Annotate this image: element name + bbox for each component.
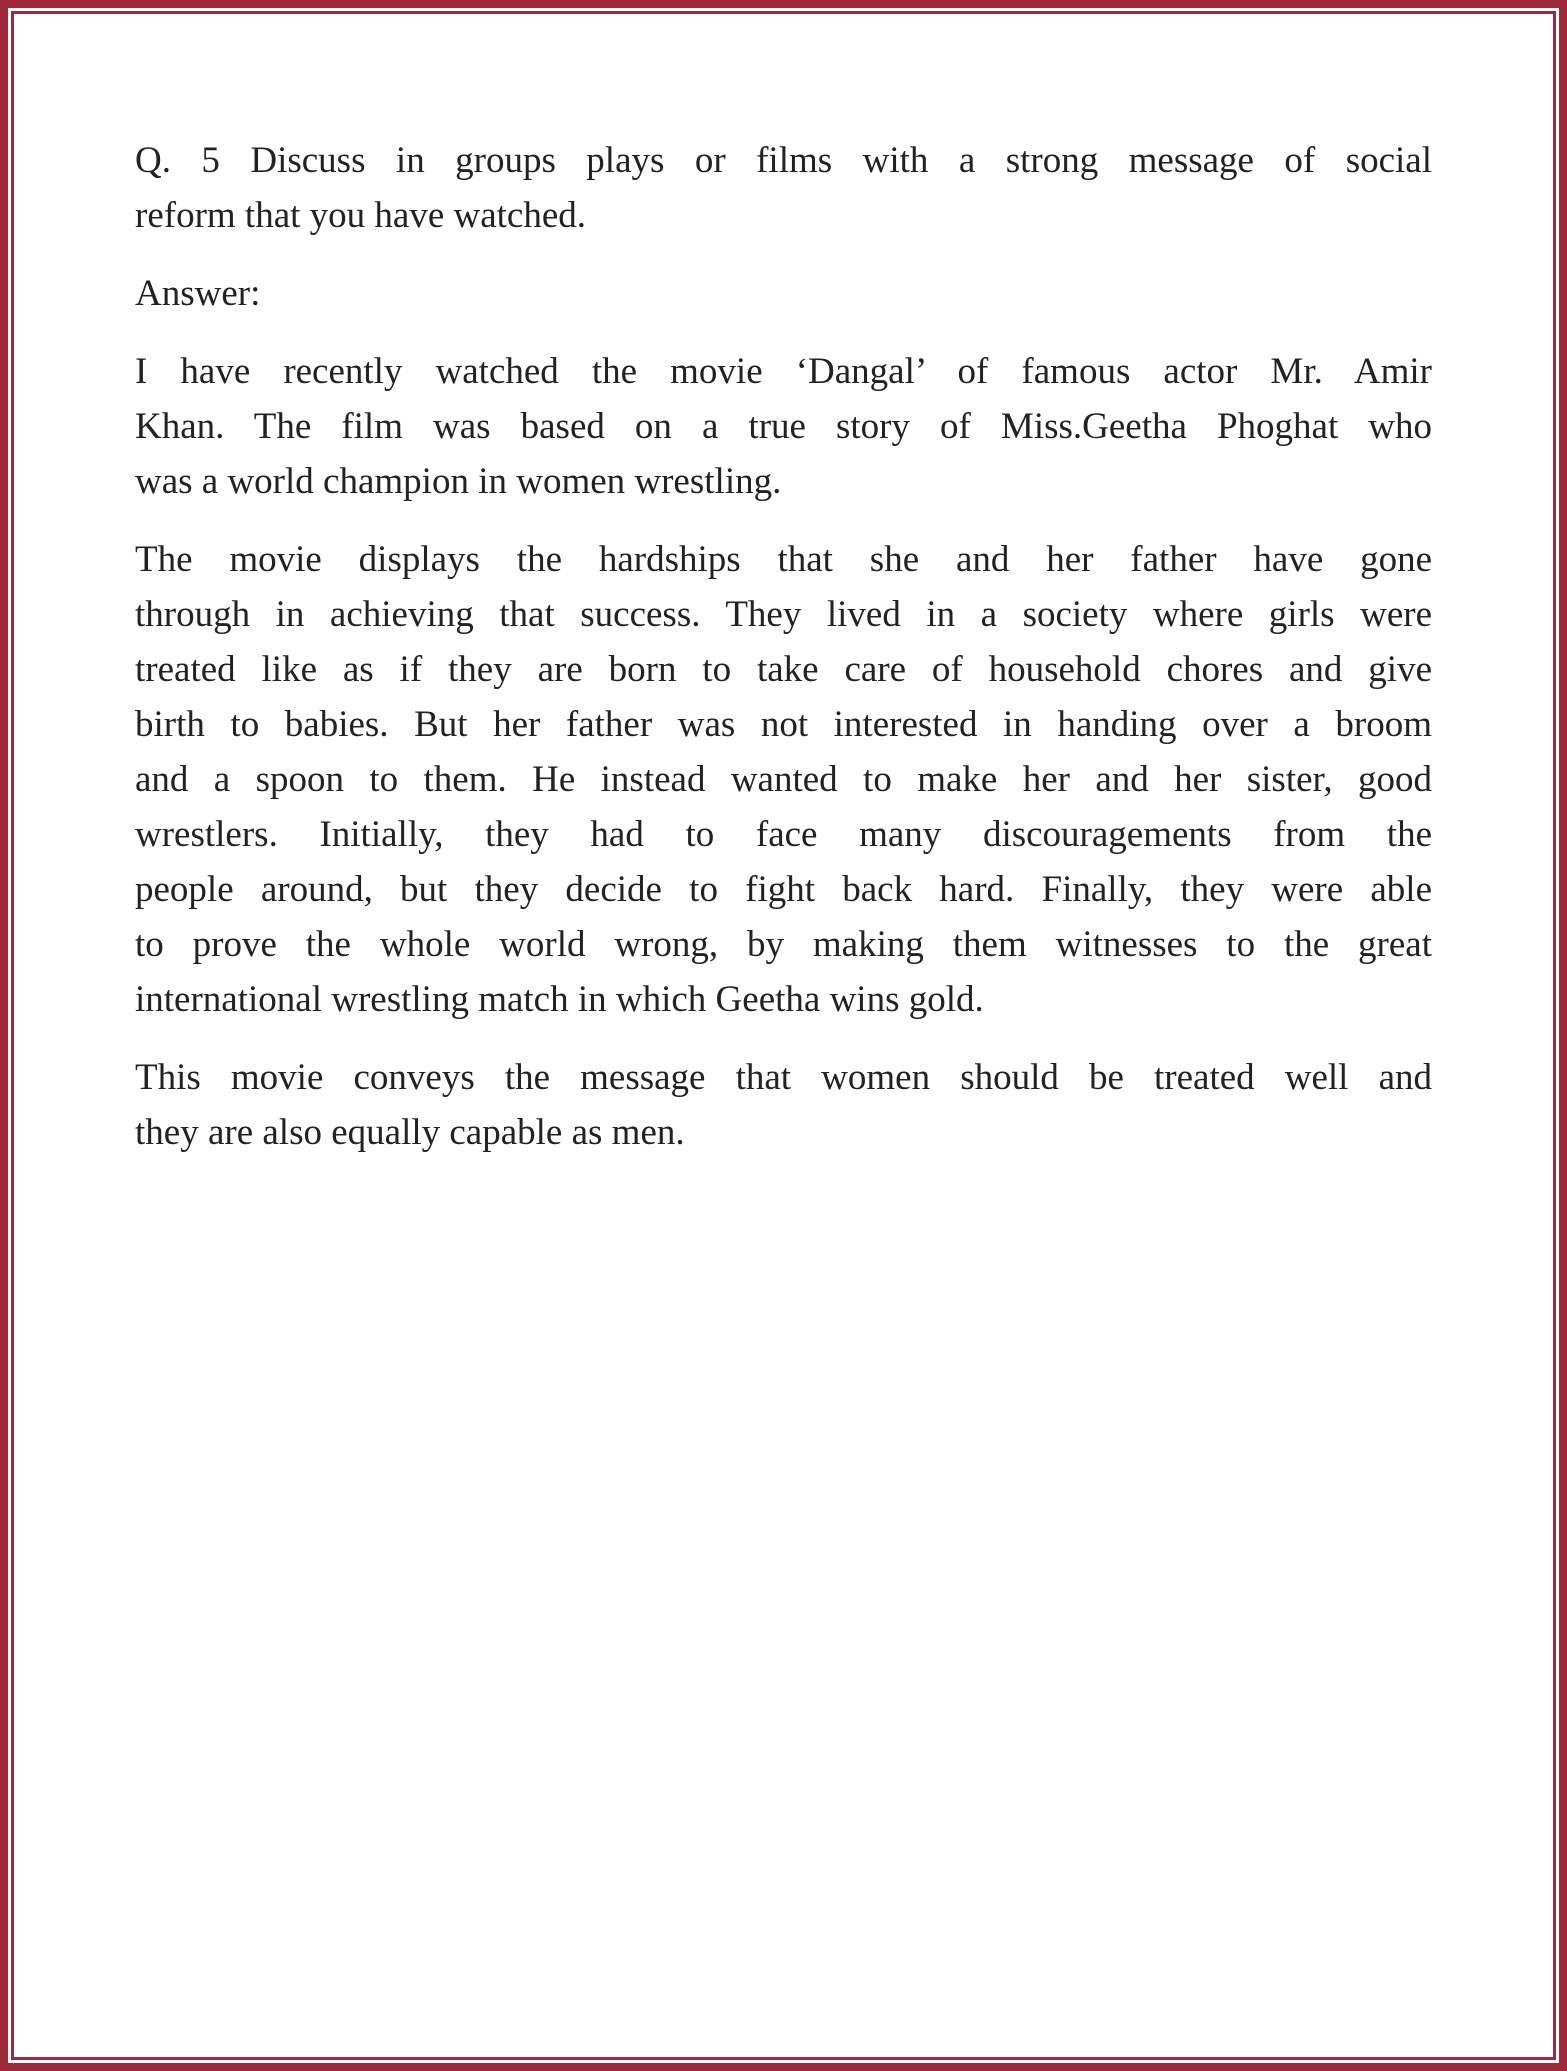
paragraph-line: The movie displays the hardships that she and her father have gone <box>135 539 1432 580</box>
answer-paragraph <box>135 532 1432 1027</box>
paragraph-line: international wrestling match in which Geetha wins gold. <box>135 979 984 1020</box>
answer-paragraph <box>135 344 1432 509</box>
paragraph-line: treated like as if they are born to take care of household chores and give <box>135 649 1432 690</box>
paragraph-line: was a world champion in women wrestling. <box>135 461 782 502</box>
paragraph-line: birth to babies. But her father was not interested in handing over a broom <box>135 704 1432 745</box>
paragraph-line: people around, but they decide to fight back hard. Finally, they were able <box>135 869 1432 910</box>
paragraph-line: through in achieving that success. They lived in a society where girls were <box>135 594 1432 635</box>
paragraph-line: and a spoon to them. He instead wanted to make her and her sister, good <box>135 759 1432 800</box>
answer-label <box>135 266 1432 321</box>
answer-label-text: Answer: <box>135 273 261 314</box>
question <box>135 133 1432 243</box>
question-line: Q. 5 Discuss in groups plays or films with a strong message of social <box>135 140 1432 181</box>
paragraph-line: I have recently watched the movie ‘Dangal’ of famous actor Mr. Amir <box>135 351 1432 392</box>
paragraph-line: they are also equally capable as men. <box>135 1112 685 1153</box>
document-body <box>135 133 1432 1183</box>
paragraph-line: to prove the whole world wrong, by making them witnesses to the great <box>135 924 1432 965</box>
question-line: reform that you have watched. <box>135 195 587 236</box>
answer-paragraph <box>135 1050 1432 1160</box>
paragraph-line: Khan. The film was based on a true story of Miss.Geetha Phoghat who <box>135 406 1432 447</box>
paragraph-line: This movie conveys the message that women should be treated well and <box>135 1057 1432 1098</box>
paragraph-line: wrestlers. Initially, they had to face many discouragements from the <box>135 814 1432 855</box>
